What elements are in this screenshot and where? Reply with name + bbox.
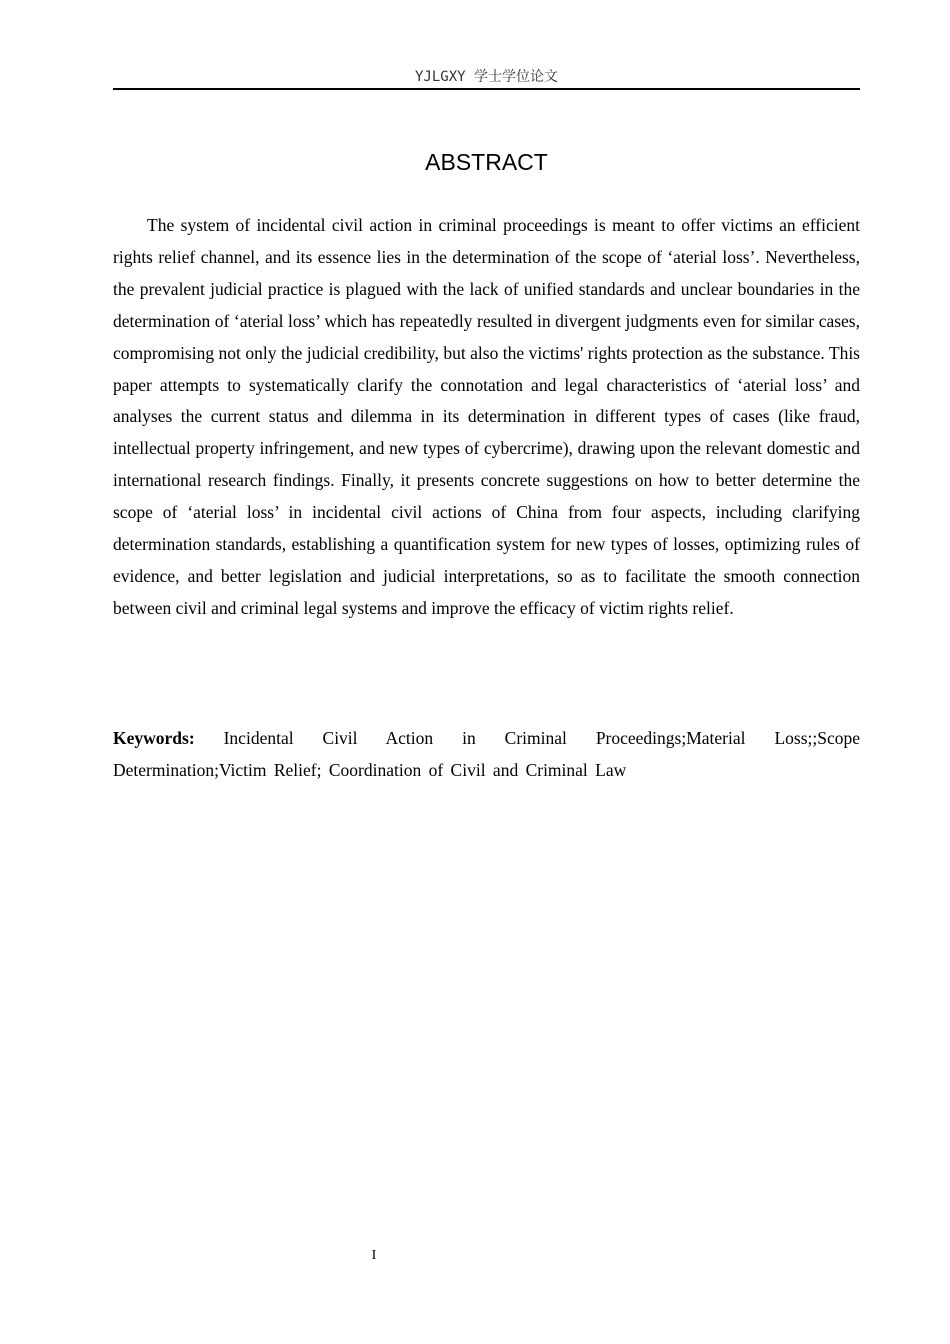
header-text: YJLGXY 学士学位论文 [414,69,558,85]
keywords-label: Keywords: [113,728,195,748]
keywords-paragraph [113,723,860,787]
page-header [113,66,860,90]
keywords-text: Incidental Civil Action in Criminal Proceedings;Material Loss;;Scope Determination;Victim Relief; Coordination of Civil and Criminal Law [113,728,860,780]
page-number: I [371,1248,377,1263]
abstract-title: ABSTRACT [425,149,548,175]
abstract-body: The system of incidental civil action in criminal proceedings is meant to offer victims an efficient rights relief channel, and its essence lies in the determination of the scope of ‘aterial loss’. Nevertheless, the prevalent judicial practice is plagued with the lack of unified standards and unclear boundaries in the determination of ‘aterial loss’ which has repeatedly resulted in divergent judgments even for similar cases, compromising not only the judicial credibility, but also the victims' rights protection as the substance. This paper attempts to systematically clarify the connotation and legal characteristics of ‘aterial loss’ and analyses the current status and dilemma in its determination in different types of cases (like fraud, intellectual property infringement, and new types of cybercrime), drawing upon the relevant domestic and international research findings. Finally, it presents concrete suggestions on how to better determine the scope of ‘aterial loss’ in incidental civil actions of China from four aspects, including clarifying determination standards, establishing a quantification system for new types of losses, optimizing rules of evidence, and better legislation and judicial interpretations, so as to facilitate the smooth connection between civil and criminal legal systems and improve the efficacy of victim rights relief. [113,215,860,618]
